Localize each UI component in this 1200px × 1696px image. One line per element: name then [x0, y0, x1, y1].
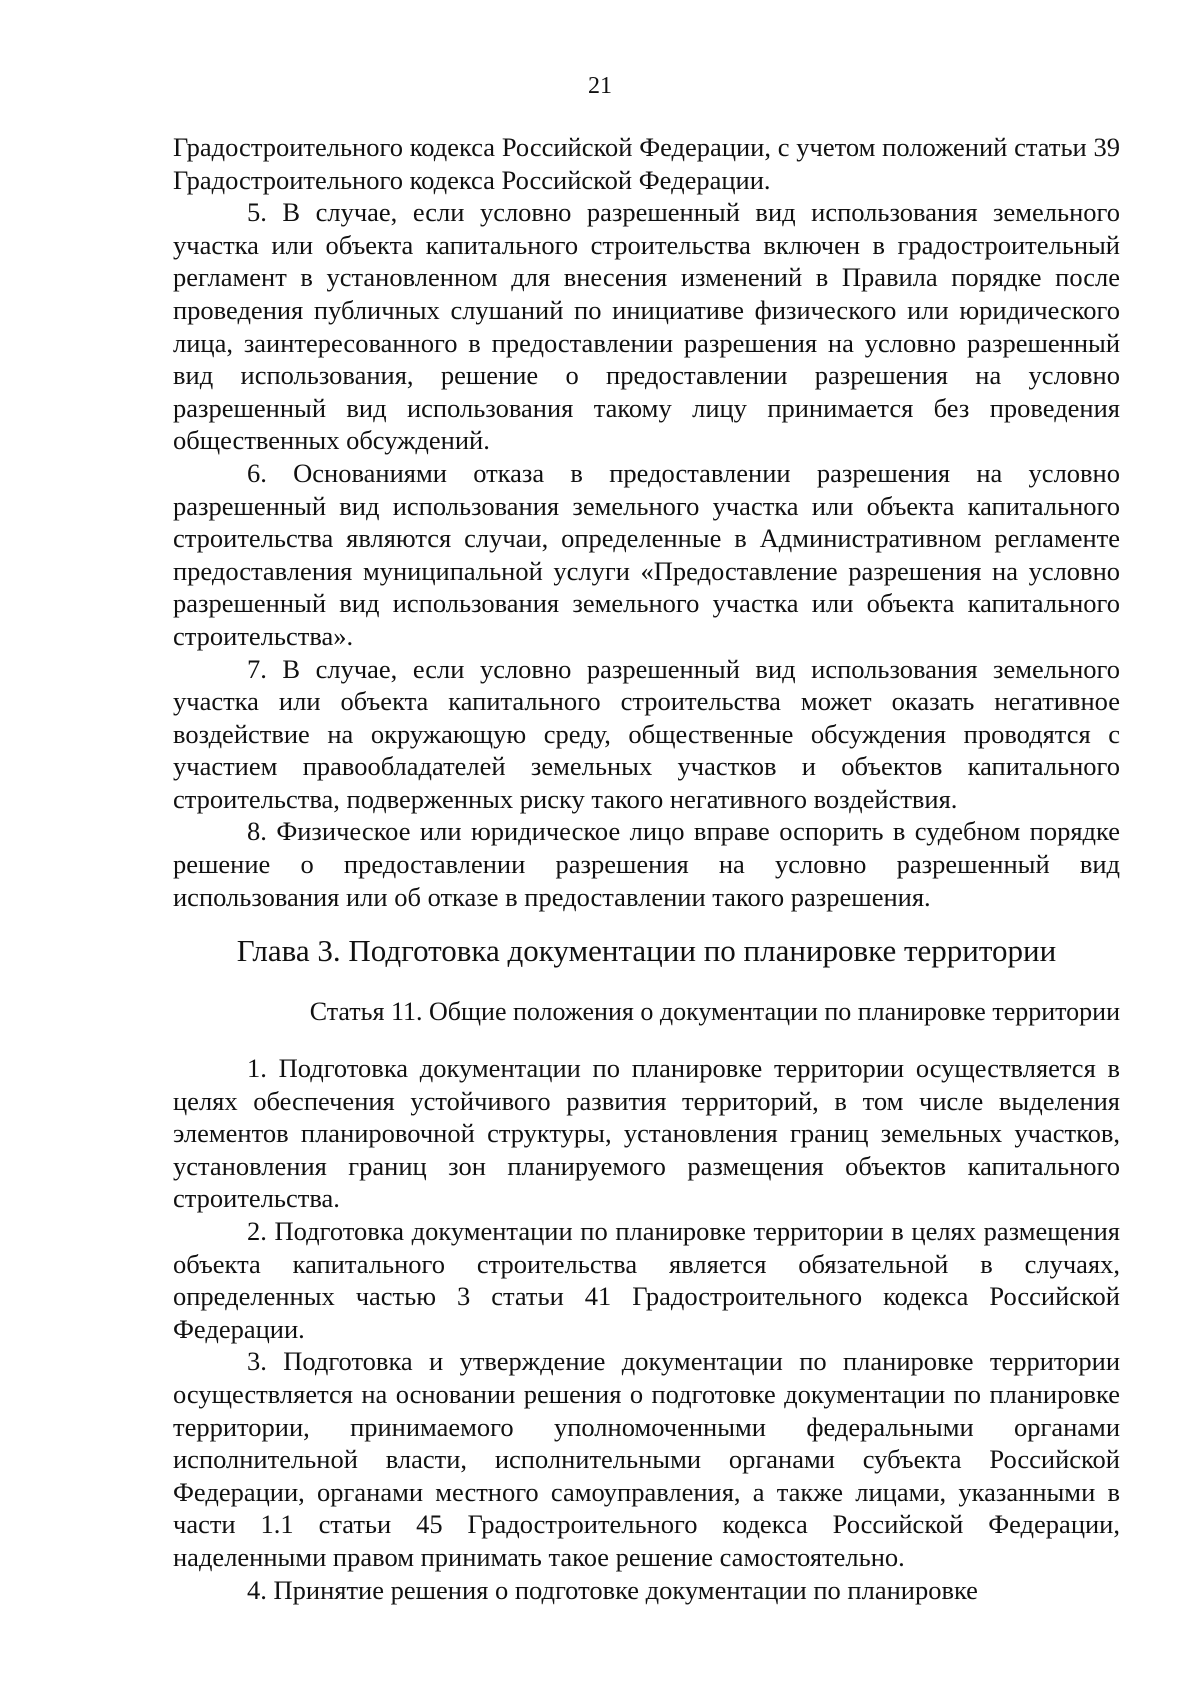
paragraph-item-8: 8. Физическое или юридическое лицо вправе оспорить в судебном порядке решение о предоставлении разрешения на условно разрешенный вид использования или об отказе в предоставлении такого разрешения. — [173, 816, 1120, 912]
chapter-title: Глава 3. Подготовка документации по планировке территории — [236, 933, 1057, 968]
section-continuation-text — [173, 131, 1120, 913]
paragraph-item-6: 6. Основаниями отказа в предоставлении разрешения на условно разрешенный вид использования земельного участка или объекта капитального строительства являются случаи, определенные в Административном регламенте предоставления муниципальной услуги «Предоставление разрешения на условно разрешенный вид использования земельного участка или объекта капитального строительства». — [173, 457, 1120, 651]
article-body-text — [173, 1052, 1120, 1606]
article-title: Статья 11. Общие положения о документации по планировке территории — [309, 997, 1120, 1026]
article-paragraph-2: 2. Подготовка документации по планировке территории в целях размещения объекта капитального строительства является обязательной в случаях, определенных частью 3 статьи 41 Градостроительного кодекса Российской Федерации. — [173, 1215, 1120, 1344]
paragraph-item-7: 7. В случае, если условно разрешенный вид использования земельного участка или объекта капитального строительства может оказать негативное воздействие на окружающую среду, общественные обсуждения проводятся с участием правообладателей земельных участков и объектов капитального строительства, подверженных риску такого негативного воздействия. — [173, 653, 1120, 814]
article-paragraph-1: 1. Подготовка документации по планировке территории осуществляется в целях обеспечения устойчивого развития территорий, в том числе выделения элементов планировочной структуры, установления границ земельных участков, установления границ зон планируемого размещения объектов капитального строительства. — [173, 1053, 1120, 1214]
article-paragraph-3: 3. Подготовка и утверждение документации по планировке территории осуществляется на основании решения о подготовке документации по планировке территории, принимаемого уполномоченными федеральными органами исполнительной власти, исполнительными органами субъекта Российской Федерации, органами местного самоуправления, а также лицами, указанными в части 1.1 статьи 45 Градостроительного кодекса Российской Федерации, наделенными правом принимать такое решение самостоятельно. — [173, 1346, 1120, 1572]
page-number: 21 — [588, 73, 612, 99]
paragraph-item-5: 5. В случае, если условно разрешенный вид использования земельного участка или объекта капитального строительства включен в градостроительный регламент в установленном для внесения изменений в Правила порядке после проведения публичных слушаний по инициативе физического или юридического лица, заинтересованного в предоставлении разрешения на условно разрешенный вид использования, решение о предоставлении разрешения на условно разрешенный вид использования такому лицу принимается без проведения общественных обсуждений. — [173, 197, 1120, 456]
article-paragraph-4: 4. Принятие решения о подготовке документации по планировке — [247, 1574, 978, 1605]
paragraph-continuation: Градостроительного кодекса Российской Федерации, с учетом положений статьи 39 Градостроительного кодекса Российской Федерации. — [173, 132, 1120, 195]
